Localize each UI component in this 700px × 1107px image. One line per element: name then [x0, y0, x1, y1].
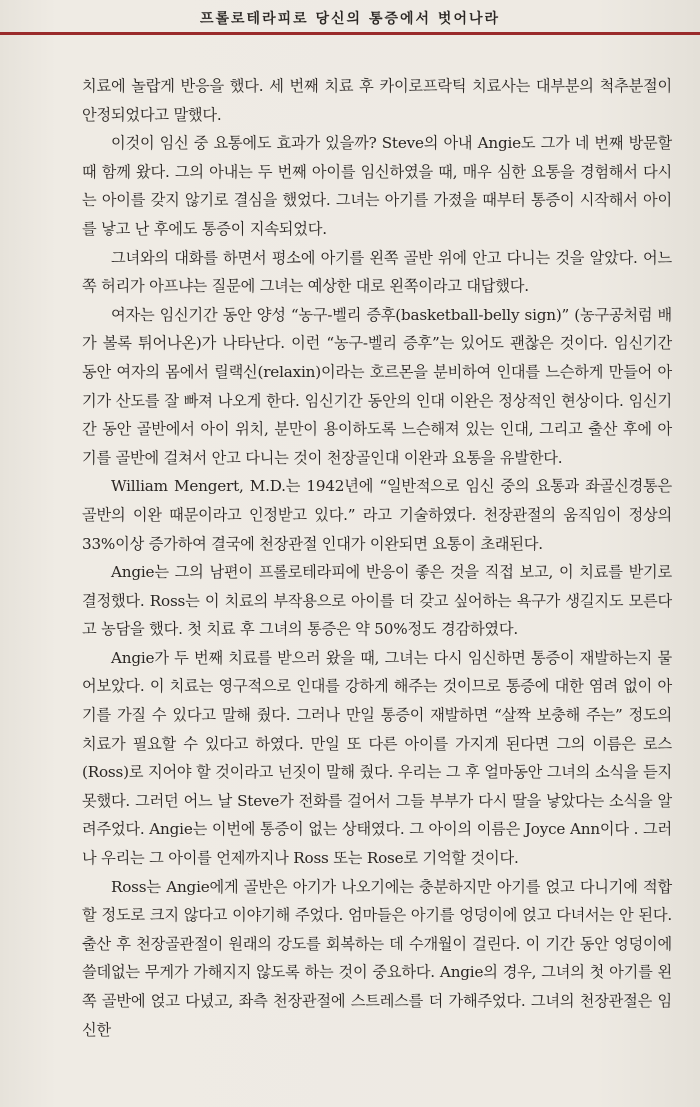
- chapter-title: 프롤로테라피로 당신의 통증에서 벗어나라: [199, 11, 501, 27]
- paragraph: 치료에 놀랍게 반응을 했다. 세 번째 치료 후 카이로프락틱 치료사는 대부분의 척추분절이 안정되었다고 말했다.: [82, 77, 672, 124]
- header-rule: [0, 32, 700, 35]
- paragraph: 이것이 임신 중 요통에도 효과가 있을까? Steve의 아내 Angie도 그가 네 번째 방문할 때 함께 왔다. 그의 아내는 두 번째 아이를 임신하였을 때, 매우 심한 요통을 경험해서 다시는 아이를 갖지 않기로 결심을 했었다. 그녀는 아기를 가졌을 때부터 통증이 시작해서 아이를 낳고 난 후에도 통증이 지속되었다.: [82, 134, 672, 238]
- paragraph: Angie는 그의 남편이 프롤로테라피에 반응이 좋은 것을 직접 보고, 이 치료를 받기로 결정했다. Ross는 이 치료의 부작용으로 아이를 더 갖고 싶어하는 욕구가 생길지도 모른다고 농담을 했다. 첫 치료 후 그녀의 통증은 약 50%정도 경감하였다.: [82, 563, 672, 639]
- paragraph: Ross는 Angie에게 골반은 아기가 나오기에는 충분하지만 아기를 얹고 다니기에 적합할 정도로 크지 않다고 이야기해 주었다. 엄마들은 아기를 엉덩이에 얹고 다녀서는 안 된다. 출산 후 천장골관절이 원래의 강도를 회복하는 데 수개월이 걸린다. 이 기간 동안 엉덩이에 쓸데없는 무게가 가해지지 않도록 하는 것이 중요하다. Angie의 경우, 그녀의 첫 아기를 왼쪽 골반에 얹고 다녔고, 좌측 천장관절에 스트레스를 더 가해주었다. 그녀의 천장관절은 임신한: [82, 877, 672, 1039]
- paragraph: William Mengert, M.D.는 1942년에 “일반적으로 임신 중의 요통과 좌골신경통은 골반의 이완 때문이라고 인정받고 있다.” 라고 기술하였다. 천장관절의 움직임이 정상의 33%이상 증가하여 결국에 천장관절 인대가 이완되면 요통이 초래된다.: [82, 477, 672, 553]
- paragraph: 그녀와의 대화를 하면서 평소에 아기를 왼쪽 골반 위에 안고 다니는 것을 알았다. 어느 쪽 허리가 아프냐는 질문에 그녀는 예상한 대로 왼쪽이라고 대답했다.: [82, 248, 672, 296]
- paragraph: Angie가 두 번째 치료를 받으러 왔을 때, 그녀는 다시 임신하면 통증이 재발하는지 물어보았다. 이 치료는 영구적으로 인대를 강하게 해주는 것이므로 통증에 대한 염려 없이 아기를 가질 수 있다고 말해 줬다. 그러나 만일 통증이 재발하면 “살짝 보충해 주는” 정도의 치료가 필요할 수 있다고 하였다. 만일 또 다른 아이를 가지게 된다면 그의 이름은 로스(Ross)로 지어야 할 것이라고 넌짓이 말해 줬다. 우리는 그 후 얼마동안 그녀의 소식을 듣지 못했다. 그러던 어느 날 Steve가 전화를 걸어서 그들 부부가 다시 딸을 낳았다는 소식을 알려주었다. Angie는 이번에 통증이 없는 상태였다. 그 아이의 이름은 Joyce Ann이다 . 그러나 우리는 그 아이를 언제까지나 Ross 또는 Rose로 기억할 것이다.: [82, 648, 672, 868]
- running-header: [0, 0, 700, 38]
- body-text: [82, 72, 672, 1044]
- paragraph: 여자는 임신기간 동안 양성 “농구-벨리 증후(basketball-belly sign)” (농구공처럼 배가 볼록 튀어나온)가 나타난다. 이런 “농구-벨리 증후”는 있어도 괜찮은 것이다. 임신기간 동안 여자의 몸에서 릴랙신(relaxin)이라는 호르몬을 분비하여 인대를 느슨하게 만들어 아기가 산도를 잘 빠져 나오게 한다. 임신기간 동안의 인대 이완은 정상적인 현상이다. 임신기간 동안 골반에서 아이 위치, 분만이 용이하도록 느슨해져 있는 인대, 그리고 출산 후에 아기를 골반에 걸쳐서 안고 다니는 것이 천장골인대 이완과 요통을 유발한다.: [82, 305, 672, 467]
